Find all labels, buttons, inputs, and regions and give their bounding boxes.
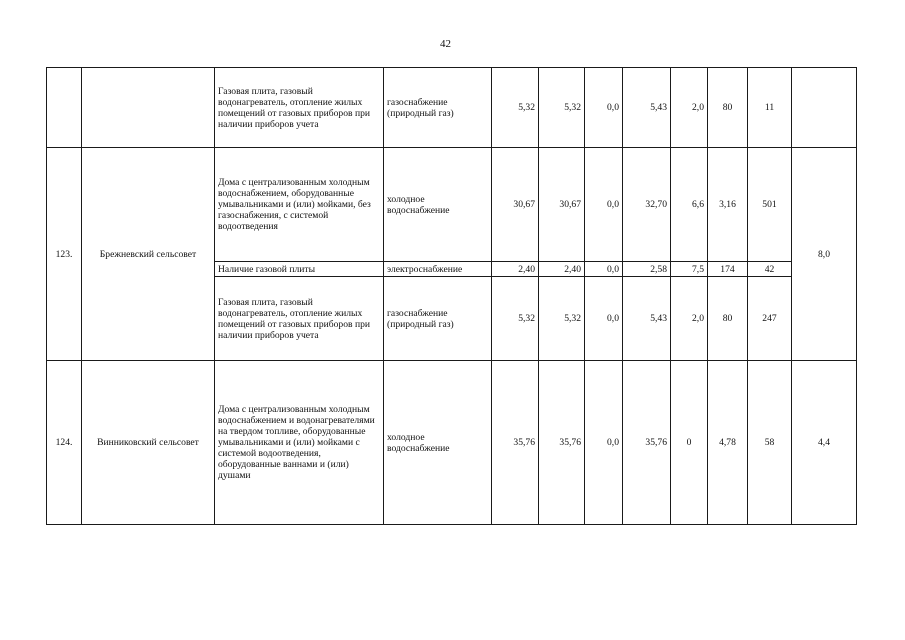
utility-cell: электроснабжение bbox=[384, 262, 492, 277]
value-cell: 5,43 bbox=[623, 68, 671, 148]
value-cell: 2,40 bbox=[539, 262, 585, 277]
value-cell: 247 bbox=[748, 277, 792, 361]
value-cell: 35,76 bbox=[539, 361, 585, 525]
value-cell: 7,5 bbox=[671, 262, 708, 277]
description-cell: Дома с централизованным холодным водоснабжением, оборудованные умывальниками и (или) мойками, без газоснабжения, с системой водоотведения bbox=[215, 148, 384, 262]
value-cell: 5,32 bbox=[539, 68, 585, 148]
value-cell: 4,78 bbox=[708, 361, 748, 525]
value-cell: 2,40 bbox=[492, 262, 539, 277]
description-cell: Наличие газовой плиты bbox=[215, 262, 384, 277]
value-cell: 0,0 bbox=[585, 262, 623, 277]
value-cell: 80 bbox=[708, 277, 748, 361]
settlement-cell: Брежневский сельсовет bbox=[82, 148, 215, 361]
value-cell: 2,0 bbox=[671, 68, 708, 148]
value-cell: 11 bbox=[748, 68, 792, 148]
value-cell: 0 bbox=[671, 361, 708, 525]
description-cell: Дома с централизованным холодным водоснабжением и водонагревателями на твердом топливе, оборудованные умывальниками и (или) мойками с системой водоотведения, оборудованные ваннами и (или) душами bbox=[215, 361, 384, 525]
description-cell: Газовая плита, газовый водонагреватель, отопление жилых помещений от газовых приборов при наличии приборов учета bbox=[215, 277, 384, 361]
row-number-cell bbox=[47, 68, 82, 148]
value-cell: 0,0 bbox=[585, 277, 623, 361]
row-number-cell: 123. bbox=[47, 148, 82, 361]
value-cell: 2,0 bbox=[671, 277, 708, 361]
description-cell: Газовая плита, газовый водонагреватель, отопление жилых помещений от газовых приборов при наличии приборов учета bbox=[215, 68, 384, 148]
value-cell: 174 bbox=[708, 262, 748, 277]
index-cell: 8,0 bbox=[792, 148, 857, 361]
value-cell: 0,0 bbox=[585, 68, 623, 148]
utility-cell: холодное водоснабжение bbox=[384, 148, 492, 262]
value-cell: 501 bbox=[748, 148, 792, 262]
value-cell: 80 bbox=[708, 68, 748, 148]
index-cell bbox=[792, 68, 857, 148]
utility-cell: газоснабжение (природный газ) bbox=[384, 68, 492, 148]
value-cell: 32,70 bbox=[623, 148, 671, 262]
value-cell: 5,43 bbox=[623, 277, 671, 361]
utility-cell: холодное водоснабжение bbox=[384, 361, 492, 525]
utility-cell: газоснабжение (природный газ) bbox=[384, 277, 492, 361]
value-cell: 30,67 bbox=[539, 148, 585, 262]
value-cell: 42 bbox=[748, 262, 792, 277]
value-cell: 5,32 bbox=[492, 68, 539, 148]
value-cell: 35,76 bbox=[623, 361, 671, 525]
page-number: 42 bbox=[440, 38, 451, 50]
value-cell: 58 bbox=[748, 361, 792, 525]
value-cell: 2,58 bbox=[623, 262, 671, 277]
index-cell: 4,4 bbox=[792, 361, 857, 525]
value-cell: 5,32 bbox=[539, 277, 585, 361]
table-row bbox=[47, 148, 857, 262]
value-cell: 0,0 bbox=[585, 361, 623, 525]
value-cell: 35,76 bbox=[492, 361, 539, 525]
tariff-table bbox=[46, 67, 857, 525]
value-cell: 6,6 bbox=[671, 148, 708, 262]
value-cell: 30,67 bbox=[492, 148, 539, 262]
value-cell: 3,16 bbox=[708, 148, 748, 262]
row-number-cell: 124. bbox=[47, 361, 82, 525]
table-row bbox=[47, 68, 857, 148]
table-row bbox=[47, 361, 857, 525]
settlement-cell: Винниковский сельсовет bbox=[82, 361, 215, 525]
settlement-cell bbox=[82, 68, 215, 148]
value-cell: 5,32 bbox=[492, 277, 539, 361]
value-cell: 0,0 bbox=[585, 148, 623, 262]
